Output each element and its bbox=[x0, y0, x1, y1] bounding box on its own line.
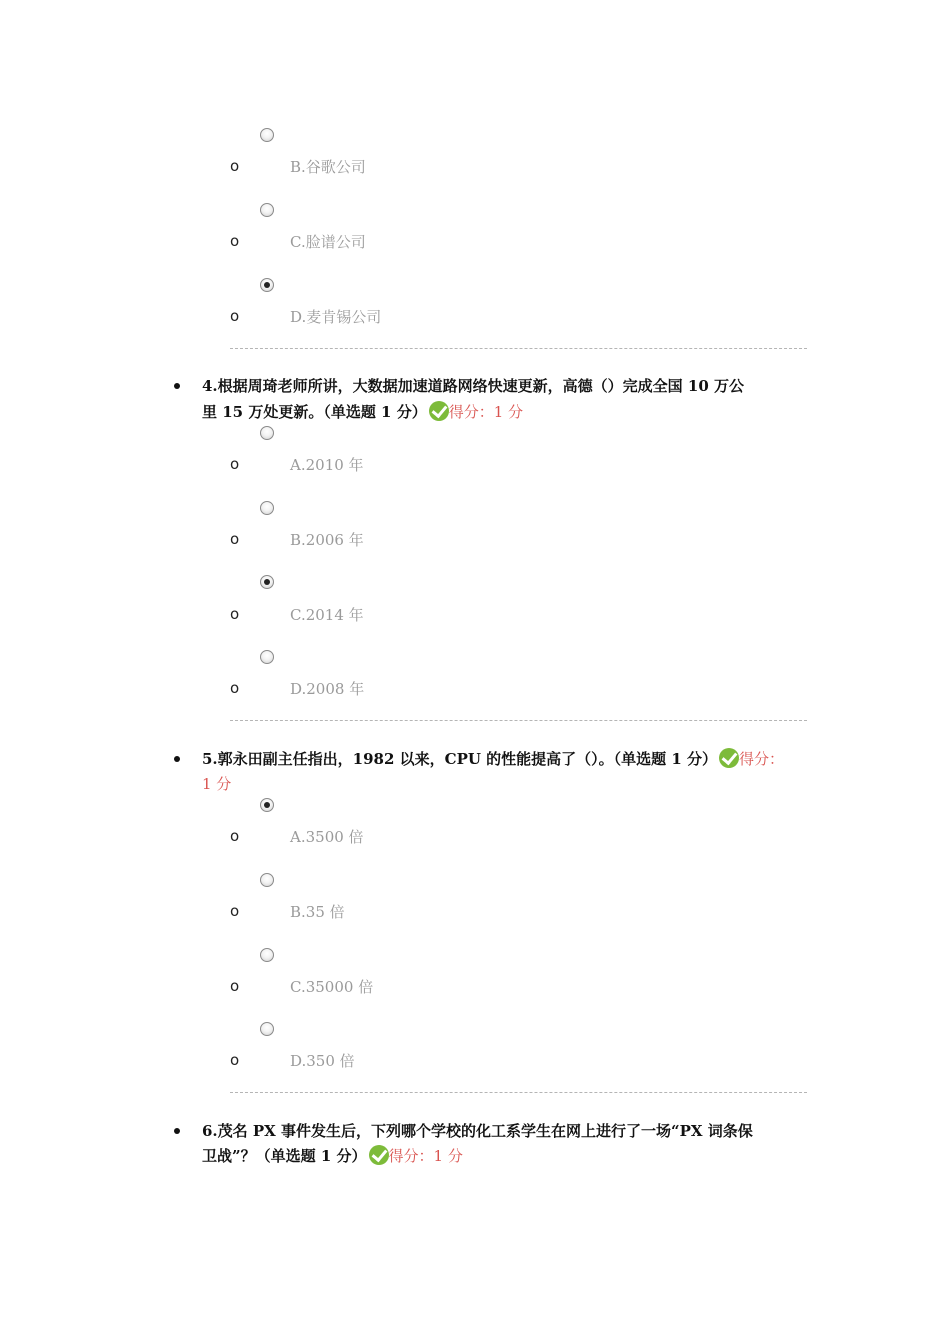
option-label-q5-b: B.35 倍 bbox=[290, 903, 345, 921]
radio-q5-option-a[interactable] bbox=[260, 798, 274, 812]
radio-q4-option-b[interactable] bbox=[260, 501, 274, 515]
sub-bullet: o bbox=[230, 307, 240, 325]
option-label-q5-d: D.350 倍 bbox=[290, 1052, 355, 1070]
sub-bullet: o bbox=[230, 679, 240, 697]
question-text-line2 bbox=[202, 773, 231, 794]
option-label-q4-d: D.2008 年 bbox=[290, 680, 365, 698]
radio-q4-option-a[interactable] bbox=[260, 426, 274, 440]
radio-q3-option-b[interactable] bbox=[260, 128, 274, 142]
score-text: 得分：1 分 bbox=[388, 1147, 463, 1165]
sub-bullet: o bbox=[230, 232, 240, 250]
question-divider bbox=[230, 720, 807, 721]
sub-bullet: o bbox=[230, 1051, 240, 1069]
check-icon bbox=[429, 401, 449, 421]
sub-bullet: o bbox=[230, 455, 240, 473]
sub-bullet: o bbox=[230, 530, 240, 548]
radio-q5-option-d[interactable] bbox=[260, 1022, 274, 1036]
option-label-q5-c: C.35000 倍 bbox=[290, 978, 374, 996]
option-label-q4-b: B.2006 年 bbox=[290, 531, 364, 549]
option-label-q3-d: D.麦肯锡公司 bbox=[290, 308, 382, 326]
score-text: 得分： bbox=[739, 750, 785, 768]
sub-bullet: o bbox=[230, 827, 240, 845]
radio-q3-option-c[interactable] bbox=[260, 203, 274, 217]
question-bullet bbox=[174, 383, 180, 389]
radio-q4-option-c[interactable] bbox=[260, 575, 274, 589]
question-text-line1 bbox=[202, 748, 784, 769]
question-text-line1: 4.根据周琦老师所讲，大数据加速道路网络快速更新，高德（）完成全国 10 万公 bbox=[202, 377, 744, 395]
option-label-q4-c: C.2014 年 bbox=[290, 606, 364, 624]
sub-bullet: o bbox=[230, 605, 240, 623]
score-text: 得分：1 分 bbox=[448, 403, 524, 421]
option-label-q3-b: B.谷歌公司 bbox=[290, 158, 366, 176]
question-text-line2 bbox=[202, 1145, 463, 1166]
question-text-line2-content: 卫战”？（单选题 1 分） bbox=[202, 1147, 367, 1165]
check-icon bbox=[719, 748, 739, 768]
question-text-line1: 6.茂名 PX 事件发生后，下列哪个学校的化工系学生在网上进行了一场“PX 词条保 bbox=[202, 1122, 753, 1140]
score-text-continued: 1 分 bbox=[202, 775, 232, 793]
question-text-line1-content: 5.郭永田副主任指出，1982 以来，CPU 的性能提高了（）。（单选题 1 分） bbox=[202, 750, 718, 768]
question-text-line2 bbox=[202, 401, 523, 422]
radio-q4-option-d[interactable] bbox=[260, 650, 274, 664]
question-divider bbox=[230, 348, 807, 349]
sub-bullet: o bbox=[230, 902, 240, 920]
radio-q5-option-b[interactable] bbox=[260, 873, 274, 887]
question-bullet bbox=[174, 756, 180, 762]
sub-bullet: o bbox=[230, 157, 240, 175]
option-label-q3-c: C.脸谱公司 bbox=[290, 233, 366, 251]
option-label-q5-a: A.3500 倍 bbox=[290, 828, 364, 846]
question-text-line2-content: 里 15 万处更新。（单选题 1 分） bbox=[202, 403, 427, 421]
option-label-q4-a: A.2010 年 bbox=[290, 456, 364, 474]
radio-q5-option-c[interactable] bbox=[260, 948, 274, 962]
sub-bullet: o bbox=[230, 977, 240, 995]
question-bullet bbox=[174, 1128, 180, 1134]
question-divider bbox=[230, 1092, 807, 1093]
radio-q3-option-d[interactable] bbox=[260, 278, 274, 292]
check-icon bbox=[369, 1145, 389, 1165]
